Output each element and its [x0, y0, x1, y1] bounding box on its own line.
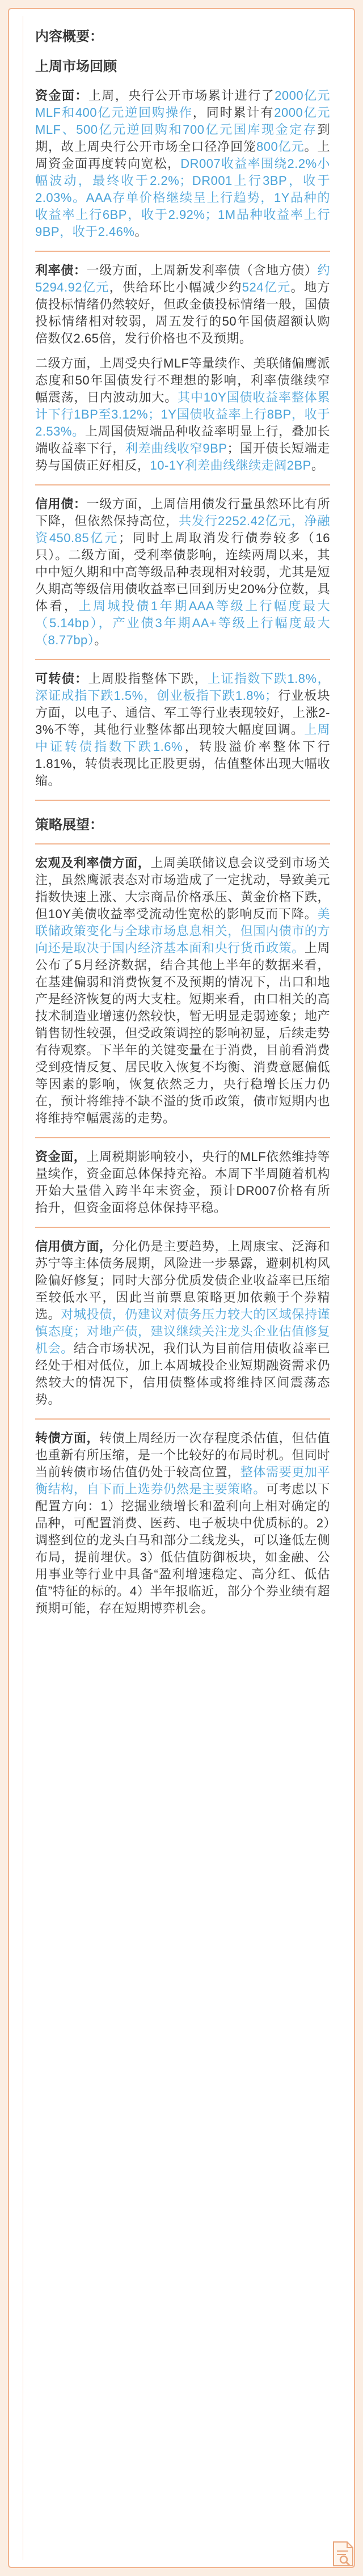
divider: [35, 251, 330, 252]
body-text: 行业板块方面，以电子、通信、军工等行业表现较好，上涨2-3%不等，其他行业整体都出现较大幅度回调。: [35, 689, 330, 737]
body-text: ，同时累计有: [192, 105, 275, 120]
body-text: 结合市场状况，我们认为目前信用债收益率已经处于相对低位，加上本周城投企业短期融资需求仍然较大的情况下，信用债整体或将维持区间震荡态势。: [35, 1341, 330, 1407]
divider: [35, 843, 330, 844]
divider: [35, 1418, 330, 1420]
body-text: 。: [134, 225, 147, 239]
body-text: 上周美联储议息会议受到市场关注，虽然鹰派表态对市场造成了一定扰动，导致美元指数快速上涨、大宗商品价格承压、黄金价格下跌，但10Y美债收益率受流动性宽松的影响反而下降。: [35, 856, 330, 921]
convertible-outlook-paragraph: [35, 1430, 330, 1617]
body-text: 上周，央行公开市场累计进行了: [88, 88, 275, 103]
highlight-text: 2000亿元MLF和400亿元逆回购操作: [35, 88, 330, 120]
body-text: 到期，故上周央行公开市场全口径净回笼: [35, 123, 330, 154]
convertible-paragraph: [35, 670, 330, 789]
credit-lead: 信用债：: [35, 497, 87, 511]
body-text: 上周公布了5月经济数据，结合其他上半年的数据来看，在基建偏弱和消费恢复不及预期的情况下，出口和地产是经济恢复的两大支柱。短期来看，由口相关的高技术制造业增速仍然较快，暂无明显走弱迹象；地产销售韧性较强，但受政策调控的影响初显，后续走势有待观察。下半年的关键变量在于消费，目前看消费受到疫情反复、居民收入恢复不均衡、消费意愿偏低等因素的影响，恢复依然乏力，央行稳增长压力仍在，预计将维持不缺不溢的货币政策，债市短期内也将维持窄幅震荡的走势。: [35, 941, 330, 1125]
strategy-heading: 策略展望：: [35, 817, 103, 833]
funds-lead: 资金面：: [35, 88, 88, 103]
funds-outlook-lead: 资金面，: [35, 1150, 87, 1164]
divider: [35, 800, 330, 801]
highlight-text: 上周城投债1年期AAA等级上行幅度最大（5.14bp），产业债3年期AA+等级上行幅度最大（8.77bp）: [35, 599, 330, 647]
highlight-text: 800亿元: [256, 140, 305, 154]
divider: [35, 484, 330, 485]
funds-paragraph: [35, 87, 330, 240]
credit-outlook-lead: 信用债方面，: [35, 1239, 112, 1253]
document-search-icon: [331, 2541, 355, 2568]
convertible-outlook-body: [35, 1431, 330, 1615]
credit-body: [35, 497, 330, 647]
rates-paragraph-secondary: [35, 355, 330, 474]
highlight-text: 2000亿元MLF、500亿元逆回购和700亿元国库现金定存: [35, 105, 330, 137]
body-text: 一级方面，上周信用债发行量虽然环比有所下降，但依然保持高位，: [35, 497, 330, 528]
credit-paragraph: [35, 496, 330, 649]
rates-lead: 利率债：: [35, 263, 87, 277]
divider: [35, 1137, 330, 1138]
rates-paragraph-primary: [35, 262, 330, 347]
funds-outlook-paragraph: [35, 1148, 330, 1217]
credit-outlook-paragraph: [35, 1238, 330, 1408]
credit-outlook-body: [35, 1239, 330, 1407]
body-text: 分化仍是主要趋势，上周康宝、泛海和苏宁等主体债务展期，风险进一步暴露，避刺机构风险偏好修复；同时大部分优质发债企业收益率已压缩至较低水平，因此当前票息策略更加依赖于个券精选。: [35, 1239, 330, 1321]
convertible-outlook-lead: 转债方面，: [35, 1431, 100, 1445]
highlight-text: 美联储政策变化与全球市场息息相关，但国内债市的方向还是取决于国内经济基本面和央行货币政策。: [35, 907, 330, 955]
highlight-text: 对城投债，仍建议对债务压力较大的区域保持谨慎态度；对地产债，建议继续关注龙头企业估值修复机会。: [35, 1307, 330, 1355]
funds-body: [35, 88, 330, 239]
highlight-text: 整体需要更加平衡结构，自下而上选券仍然是主要策略。: [35, 1465, 330, 1496]
divider: [35, 1227, 330, 1228]
body-text: 。上周资金面再度转向宽松，: [35, 140, 330, 171]
highlight-text: 10-1Y利差曲线继续走阔2BP: [150, 458, 311, 472]
highlight-text: 利差曲线收窄9BP: [125, 441, 227, 455]
highlight-text: 其中10Y国债收益率整体累计下行1BP至3.12%；1Y国债收益率上行8BP，收于2.53%。: [35, 390, 330, 438]
body-text: 转债上周经历一次存程度杀估值，但估值也重新有所压缩，是一个比较好的布局时机。但同时当前转债市场估值仍处于较高位置，: [35, 1431, 330, 1479]
body-text: 一级方面，上周新发利率债（含地方债）: [86, 263, 318, 277]
convertible-lead: 可转债：: [35, 672, 88, 686]
highlight-text: 共发行2252.42亿元，净融资450.85亿元: [35, 514, 330, 545]
body-text: 。: [94, 633, 107, 647]
macro-lead: 宏观及利率债方面，: [35, 856, 151, 870]
content-card: [8, 8, 355, 2568]
body-text: 。: [311, 458, 324, 472]
macro-body: [35, 856, 330, 1125]
divider: [35, 659, 330, 660]
highlight-text: 约5294.92亿元: [35, 263, 330, 294]
body-text: 二级方面，上周受央行MLF等量续作、美联储偏鹰派态度和50年国债发行不理想的影响，利率债继续窄幅震荡，日内波动加大。: [35, 356, 330, 404]
highlight-text: 524亿元: [242, 280, 291, 294]
body-text: 。地方债投标情绪仍然较好，但政金债投标情绪一般，国债投标情绪相对较弱，周五发行的50年国债超额认购倍数仅2.65倍，发行价格也不及预期。: [35, 280, 330, 345]
highlight-text: 上证指数下跌1.8%，深证成指下跌1.5%，创业板指下跌1.8%；: [35, 672, 330, 703]
macro-paragraph: [35, 855, 330, 1127]
highlight-text: DR007收益率围绕2.2%小幅波动，最终收于2.2%；DR001上行3BP，收于2.03%。AAA存单价格继续呈上行趋势，1Y品种的收益率上行6BP，收于2.92%；1M品种收益率上行9BP，收于2.46%: [35, 157, 330, 239]
body-text: ；国开债长短端走势与国债正好相反，: [35, 441, 330, 472]
body-text: ，供给环比小幅减少约: [109, 280, 242, 294]
body-text: 上周股指整体下跌，: [88, 672, 208, 686]
market-review-heading: 上周市场回顾: [35, 59, 117, 74]
summary-heading: 内容概要：: [35, 29, 103, 44]
body-text: 上周国债短端品种收益率明显上行，叠加长端收益率下行，: [35, 424, 330, 455]
body-text: 上周税期影响较小，央行的MLF依然维持等量续作，资金面总体保持充裕。本周下半周随着机构开始大量借入跨半年末资金，预计DR007价格有所抬升，但资金面将总体保持平稳。: [35, 1150, 330, 1215]
body-text: 可考虑以下配置方向：1）挖掘业绩增长和盈利向上相对确定的品种，可配置消费、医药、电子板块中优质标的。2）调整到位的龙头白马和部分二线龙头，可以逢低左侧布局，提前埋伏。3）低估值防御板块，如金融、公用事业等行业中具备“盈利增速稳定、高分红、低估值”特征的标的。4）半年报临近，部分个券业绩有超预期可能，存在短期博弈机会。: [35, 1482, 330, 1615]
highlight-text: 上周中证转债指数下跌1.6%: [35, 723, 330, 754]
body-text: ；同时上周取消发行债券较多（16只）。二级方面，受利率债影响，连续两周以来，其中中短久期和中高等级品种表现相对较弱，尤其是短久期高等级信用债收益率已回到历史20%分位数，具体看，: [35, 531, 330, 613]
rates-body-secondary: [35, 356, 330, 472]
convertible-body: [35, 672, 330, 788]
body-text: ，转股溢价率整体下行1.81%，转债表现比正股更弱，估值整体出现大幅收缩。: [35, 740, 330, 788]
